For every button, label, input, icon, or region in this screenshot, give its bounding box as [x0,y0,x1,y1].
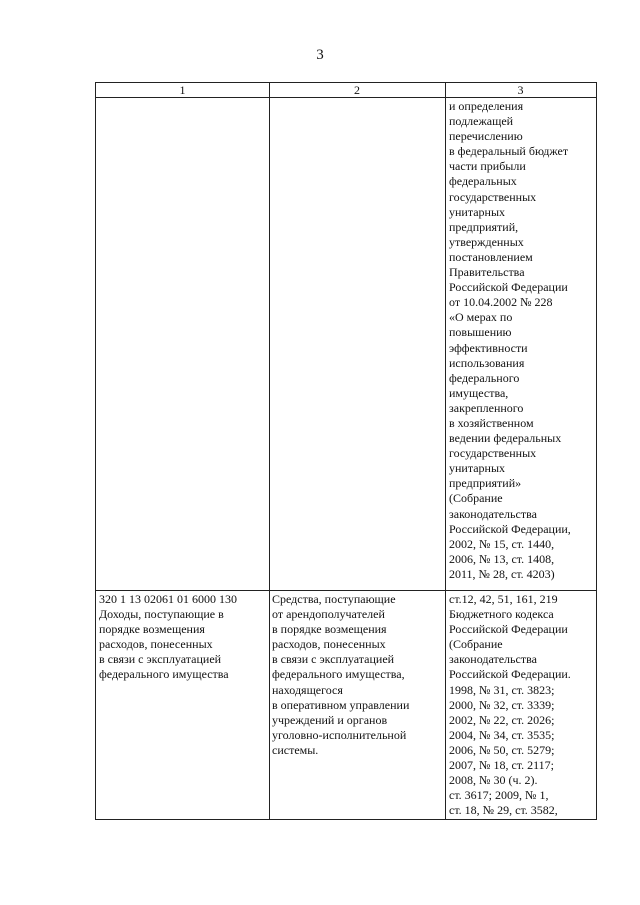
row2-col1-cell: 320 1 13 02061 01 6000 130 Доходы, поступающие в порядке возмещения расходов, понесенных в связи с эксплуатацией федерального имущества [99,592,237,682]
column-divider-1 [269,83,270,819]
column-header-2: 2 [354,83,360,97]
row2-col3-cell: ст.12, 42, 51, 161, 219 Бюджетного кодекса Российской Федерации (Собрание законодательства Российской Федерации. 1998, № 31, ст. 3823; 2000, № 32, ст. 3339; 2002, № 22, ст. 2026; 2004, № 34, ст. 3535; 2006, № 50, ст. 5279; 2007, № 18, ст. 2117; 2008, № 30 (ч. 2). ст. 3617; 2009, № 1, ст. 18, № 29, ст. 3582, [449,592,571,818]
column-header-1: 1 [179,83,186,97]
row1-col3-cell: и определения подлежащей перечислению в федеральный бюджет части прибыли федеральных государственных унитарных предприятий, утвержденных постановлением Правительства Российской Федерации от 10.04.2002 № 228 «О мерах по повышению эффективности использования федерального имущества, закрепленного в хозяйственном ведении федеральных государственных унитарных предприятий» (Собрание законодательства Российской Федерации, 2002, № 15, ст. 1440, 2006, № 13, ст. 1408, 2011, № 28, ст. 4203) [449,99,571,581]
document-table [95,82,597,820]
table-header-row [96,83,596,98]
row2-col2-cell: Средства, поступающие от арендополучателей в порядке возмещения расходов, понесенных в связи с эксплуатацией федерального имущества, находящегося в оперативном управлении учреждений и органов уголовно-исполнительной системы. [272,592,410,757]
row-divider [96,590,596,591]
column-header-3: 3 [517,83,524,97]
page-number: 3 [316,47,324,63]
column-divider-2 [445,83,446,819]
